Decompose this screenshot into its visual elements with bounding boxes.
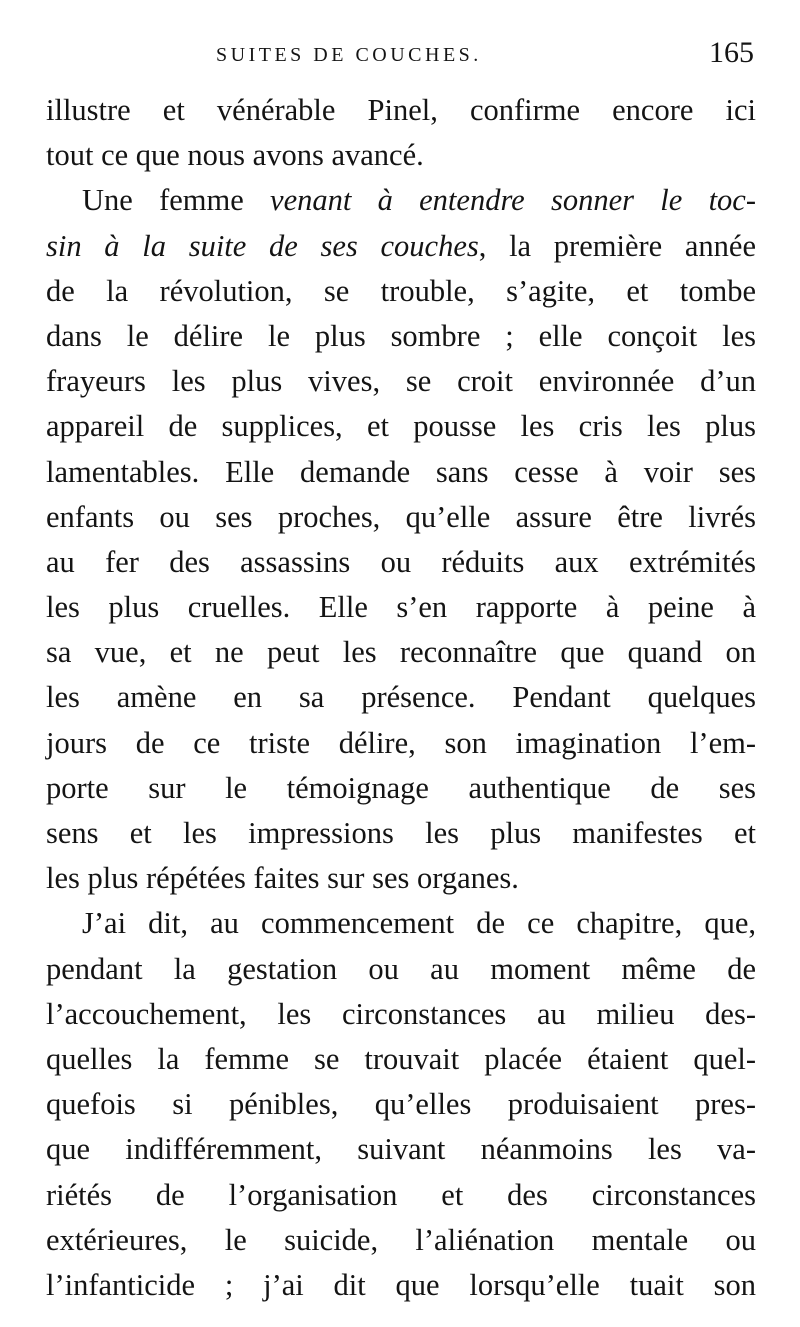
text-line: frayeurs les plus vives, se croit environnée d’un xyxy=(46,364,756,399)
text-line: quefois si pénibles, qu’elles produisaient pres- xyxy=(46,1087,756,1122)
page-header xyxy=(46,36,754,84)
text-fragment: , la première année xyxy=(478,228,757,263)
text-line: appareil de supplices, et pousse les cris les plus xyxy=(46,409,756,444)
italic-fragment: venant à entendre sonner le toc- xyxy=(270,183,756,218)
text-line-italic-mixed xyxy=(46,224,756,269)
text-line: les amène en sa présence. Pendant quelques xyxy=(46,680,756,715)
text-line: l’infanticide ; j’ai dit que lorsqu’elle tuait son xyxy=(46,1267,756,1302)
text-line: illustre et vénérable Pinel, confirme encore ici xyxy=(46,93,756,127)
text-line: porte sur le témoignage authentique de ses xyxy=(46,770,756,805)
text-line: riétés de l’organisation et des circonstances xyxy=(46,1177,756,1212)
text-line: de la révolution, se trouble, s’agite, et tombe xyxy=(46,273,756,308)
text-line: les plus répétées faites sur ses organes. xyxy=(46,861,519,896)
text-line: au fer des assassins ou réduits aux extrémités xyxy=(46,544,756,579)
page-number: 165 xyxy=(709,36,754,69)
text-line: quelles la femme se trouvait placée étaient quel- xyxy=(46,1041,756,1076)
text-line-italic-mixed xyxy=(46,178,756,223)
running-head: SUITES DE COUCHES. xyxy=(216,44,482,66)
text-line: lamentables. Elle demande sans cesse à voir ses xyxy=(46,454,756,489)
text-line: tout ce que nous avons avancé. xyxy=(46,138,424,173)
text-line: pendant la gestation ou au moment même de xyxy=(46,951,756,986)
text-line: sa vue, et ne peut les reconnaître que quand on xyxy=(46,635,756,670)
text-line: l’accouchement, les circonstances au milieu des- xyxy=(46,996,756,1031)
text-line: extérieures, le suicide, l’aliénation mentale ou xyxy=(46,1222,756,1257)
text-line: que indifféremment, suivant néanmoins les va- xyxy=(46,1132,756,1167)
text-line: dans le délire le plus sombre ; elle conçoit les xyxy=(46,318,756,353)
text-line: les plus cruelles. Elle s’en rapporte à peine à xyxy=(46,590,756,625)
italic-fragment: sin à la suite de ses couches xyxy=(46,228,479,263)
text-fragment: Une femme xyxy=(82,183,271,218)
text-line: J’ai dit, au commencement de ce chapitre, que, xyxy=(82,906,756,941)
text-line: enfants ou ses proches, qu’elle assure être livrés xyxy=(46,499,756,534)
body-text xyxy=(46,88,756,1308)
text-line: sens et les impressions les plus manifestes et xyxy=(46,816,756,850)
text-line: jours de ce triste délire, son imagination l’em- xyxy=(46,725,756,760)
